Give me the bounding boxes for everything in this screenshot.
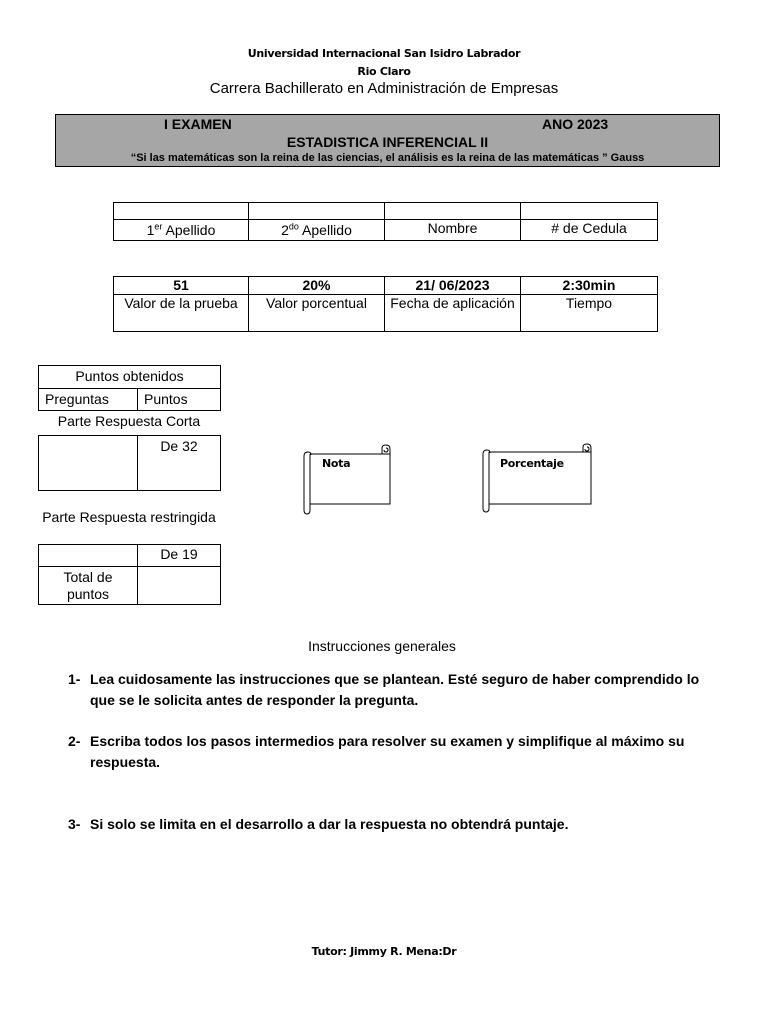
campus-name: Rio Claro (357, 65, 411, 78)
scroll-shape-icon (302, 442, 398, 516)
student-info-table (113, 202, 658, 241)
instruction-number: 3- (68, 816, 81, 832)
application-date: 21/ 06/2023 (385, 277, 521, 295)
restricted-score-field[interactable] (39, 545, 138, 567)
points-table (38, 365, 221, 411)
instruction-number: 1- (68, 671, 81, 687)
instruction-text: Escriba todos los pasos intermedios para resolver su examen y simplifique al máximo su respuesta. (90, 733, 685, 770)
second-surname-field[interactable] (249, 203, 385, 220)
short-answer-table (38, 435, 221, 491)
points-title: Puntos obtenidos (39, 366, 221, 389)
exam-header-band (55, 114, 720, 167)
course-title: ESTADISTICA INFERENCIAL II (286, 134, 489, 150)
questions-header: Preguntas (39, 389, 138, 411)
tutor-signature: Tutor: Jimmy R. Mena:Dr (311, 945, 457, 958)
instruction-item (68, 731, 718, 773)
test-value: 51 (114, 277, 249, 295)
short-answer-label: Parte Respuesta Corta (57, 413, 201, 429)
name-label: Nombre (385, 220, 521, 241)
name-field[interactable] (385, 203, 521, 220)
short-answer-max: De 32 (138, 436, 221, 491)
percentage-scroll[interactable] (481, 442, 595, 514)
percentage-label: Valor porcentual (249, 295, 385, 332)
career-name: Carrera Bachillerato en Administración de Empresas (209, 80, 559, 97)
instruction-number: 2- (68, 733, 81, 749)
exam-number: I EXAMEN (164, 116, 232, 132)
grade-scroll[interactable] (302, 442, 398, 516)
university-name: Universidad Internacional San Isidro Labrador (247, 47, 521, 60)
restricted-answer-label: Parte Respuesta restringida (42, 509, 216, 525)
id-label: # de Cedula (521, 220, 658, 241)
total-points-label: Total de puntos (39, 567, 138, 605)
first-surname-label: 1er Apellido (114, 220, 249, 241)
grade-label: Nota (322, 457, 351, 470)
date-label: Fecha de aplicación (385, 295, 521, 332)
short-answer-score-field[interactable] (39, 436, 138, 491)
percentage-scroll-label: Porcentaje (500, 457, 564, 470)
percentage-value: 20% (249, 277, 385, 295)
points-header: Puntos (138, 389, 221, 411)
instructions-heading: Instrucciones generales (308, 638, 456, 654)
id-field[interactable] (521, 203, 658, 220)
second-surname-label: $2^{do}$ Apellido (249, 220, 385, 241)
time-label: Tiempo (521, 295, 658, 332)
time-value: 2:30min (521, 277, 658, 295)
exam-info-table (113, 276, 658, 332)
total-points-field[interactable] (138, 567, 221, 605)
instruction-text: Si solo se limita en el desarrollo a dar la respuesta no obtendrá puntaje. (90, 816, 569, 832)
instruction-item (68, 669, 718, 711)
exam-year: ANO 2023 (542, 116, 609, 132)
gauss-quote: “Si las matemáticas son la reina de las ciencias, el análisis es la reina de las matemáticas ” Gauss (130, 152, 645, 164)
instruction-text: Lea cuidosamente las instrucciones que se plantean. Esté seguro de haber comprendido lo que se le solicita antes de responder la pregunta. (90, 671, 700, 708)
restricted-max: De 19 (138, 545, 221, 567)
restricted-answer-table (38, 544, 221, 605)
instruction-item (68, 814, 718, 835)
test-value-label: Valor de la prueba (114, 295, 249, 332)
scroll-shape-icon (481, 442, 595, 514)
first-surname-field[interactable] (114, 203, 249, 220)
